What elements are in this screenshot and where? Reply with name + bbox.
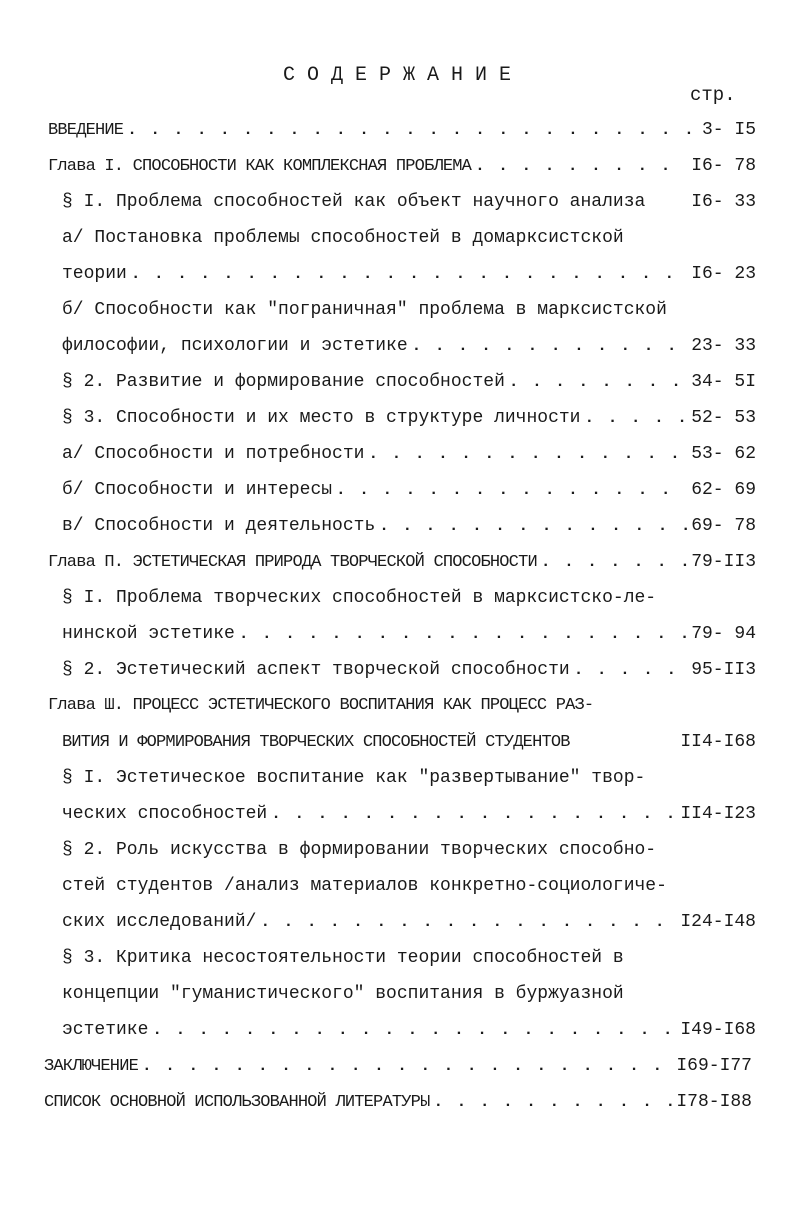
toc-entry-text: ЗАКЛЮЧЕНИЕ <box>44 1057 139 1076</box>
toc-entry-subsection <box>62 256 756 292</box>
toc-entry-pages: I49-I68 <box>680 1020 756 1040</box>
toc-entry-text: б/ Способности как "пограничная" проблема в марксистской <box>62 300 667 320</box>
toc-entry-section <box>62 652 756 688</box>
toc-entry-pages: I78-I88 <box>676 1092 752 1112</box>
toc-leader-dots <box>368 436 687 472</box>
toc-entry-text: § I. Эстетическое воспитание как "развертывание" твор- <box>62 768 646 788</box>
toc-entry-conclusion <box>44 1048 752 1084</box>
toc-entry-text: б/ Способности и интересы <box>62 480 333 500</box>
toc-entry-text: Глава П. ЭСТЕТИЧЕСКАЯ ПРИРОДА ТВОРЧЕСКОЙ СПОСОБНОСТИ <box>48 553 537 572</box>
toc-entry-text: нинской эстетике <box>62 624 235 644</box>
toc-entry-pages: I69-I77 <box>676 1056 752 1076</box>
toc-entry-text: § I. Проблема творческих способностей в марксистско-ле- <box>62 588 657 608</box>
toc-entry-text: Глава Ш. ПРОЦЕСС ЭСТЕТИЧЕСКОГО ВОСПИТАНИЯ КАК ПРОЦЕСС РАЗ- <box>48 696 594 715</box>
toc-entry-chapter-2 <box>48 544 756 580</box>
toc-entry-text: СПИСОК ОСНОВНОЙ ИСПОЛЬЗОВАННОЙ ЛИТЕРАТУРЫ <box>44 1093 430 1112</box>
toc-entry-section <box>62 760 756 796</box>
toc-entry-subsection <box>62 508 756 544</box>
toc-entry-section <box>62 184 756 220</box>
toc-entry-section <box>62 364 756 400</box>
toc-entry-text: § 2. Развитие и формирование способностей <box>62 372 505 392</box>
toc-entry-text: философии, психологии и эстетике <box>62 336 408 356</box>
toc-entry-text: ВИТИЯ И ФОРМИРОВАНИЯ ТВОРЧЕСКИХ СПОСОБНОСТЕЙ СТУДЕНТОВ <box>62 733 570 752</box>
toc-entry-section <box>62 580 756 616</box>
toc-entry-pages: 3- I5 <box>701 120 756 140</box>
toc-entry-subsection <box>62 292 756 328</box>
toc-entry-text: Глава I. СПОСОБНОСТИ КАК КОМПЛЕКСНАЯ ПРОБЛЕМА <box>48 157 472 176</box>
toc-entry-bibliography <box>44 1084 752 1120</box>
toc-entry-section <box>62 868 756 904</box>
toc-leader-dots <box>239 616 687 652</box>
toc-leader-dots <box>260 904 676 940</box>
toc-entry-chapter-3 <box>62 724 756 760</box>
toc-entry-text: концепции "гуманистического" воспитания в буржуазной <box>62 984 624 1004</box>
toc-leader-dots <box>271 796 676 832</box>
page-column-label: стр. <box>690 84 736 106</box>
toc-entry-section <box>62 940 756 976</box>
toc-entry-text: ВВЕДЕНИЕ <box>48 121 124 140</box>
toc-entry-text: эстетике <box>62 1020 149 1040</box>
toc-entry-pages: 79- 94 <box>691 624 756 644</box>
toc-entry-pages: 62- 69 <box>691 480 756 500</box>
toc-entry-pages: 52- 53 <box>691 408 756 428</box>
toc-entry-pages: 34- 5I <box>691 372 756 392</box>
toc-entry-section <box>62 976 756 1012</box>
toc-entry-text: теории <box>62 264 127 284</box>
toc-leader-dots <box>127 112 698 148</box>
toc-entry-text: а/ Постановка проблемы способностей в домарксистской <box>62 228 624 248</box>
toc-entry-section <box>62 400 756 436</box>
toc-leader-dots <box>131 256 687 292</box>
toc-entry-pages: 23- 33 <box>691 336 756 356</box>
toc-entry-text: § 3. Способности и их место в структуре личности <box>62 408 581 428</box>
toc-entry-section <box>62 796 756 832</box>
toc-leader-dots <box>433 1084 672 1120</box>
toc-entry-text: § 2. Роль искусства в формировании творческих способно- <box>62 840 657 860</box>
toc-entry-subsection <box>62 220 756 256</box>
toc-entry-pages: II4-I23 <box>680 804 756 824</box>
toc-entry-pages: I6- 78 <box>691 156 756 176</box>
toc-entry-subsection <box>62 328 756 364</box>
toc-entry-text: стей студентов /анализ материалов конкретно-социологиче- <box>62 876 667 896</box>
toc-entry-subsection <box>62 436 756 472</box>
toc-leader-dots <box>509 364 687 400</box>
toc-entry-text: § I. Проблема способностей как объект научного анализа <box>62 192 646 212</box>
toc-leader-dots <box>584 400 687 436</box>
toc-entry-chapter-1 <box>48 148 756 184</box>
toc-entry-text: ческих способностей <box>62 804 268 824</box>
toc-entry-pages: 79-II3 <box>691 552 756 572</box>
toc-leader-dots <box>475 148 687 184</box>
toc-entry-text: § 3. Критика несостоятельности теории способностей в <box>62 948 624 968</box>
toc-entry-pages: I6- 23 <box>691 264 756 284</box>
toc-entry-pages: 69- 78 <box>691 516 756 536</box>
toc-leader-dots <box>336 472 687 508</box>
toc-leader-dots <box>152 1012 676 1048</box>
toc-entry-pages: I24-I48 <box>680 912 756 932</box>
toc-leader-dots <box>142 1048 672 1084</box>
toc-entry-section <box>62 616 756 652</box>
toc-entry-pages: I6- 33 <box>691 192 756 212</box>
toc-entry-text: в/ Способности и деятельность <box>62 516 376 536</box>
toc-leader-dots <box>379 508 687 544</box>
toc-leader-dots <box>412 328 688 364</box>
page-title: СОДЕРЖАНИЕ <box>282 64 524 87</box>
toc-entry-text: ских исследований/ <box>62 912 257 932</box>
toc-entry-pages: 53- 62 <box>691 444 756 464</box>
toc-entry-text: § 2. Эстетический аспект творческой способности <box>62 660 570 680</box>
toc-entry-introduction <box>48 112 756 148</box>
toc-entry-section <box>62 832 756 868</box>
toc-entry-pages: II4-I68 <box>680 732 756 752</box>
toc-entry-subsection <box>62 472 756 508</box>
toc-entry-chapter-3 <box>48 688 756 724</box>
toc-entry-section <box>62 904 756 940</box>
toc-entry-pages: 95-II3 <box>691 660 756 680</box>
toc-entry-text: а/ Способности и потребности <box>62 444 365 464</box>
toc-leader-dots <box>541 544 687 580</box>
toc-leader-dots <box>574 652 688 688</box>
toc-entry-section <box>62 1012 756 1048</box>
